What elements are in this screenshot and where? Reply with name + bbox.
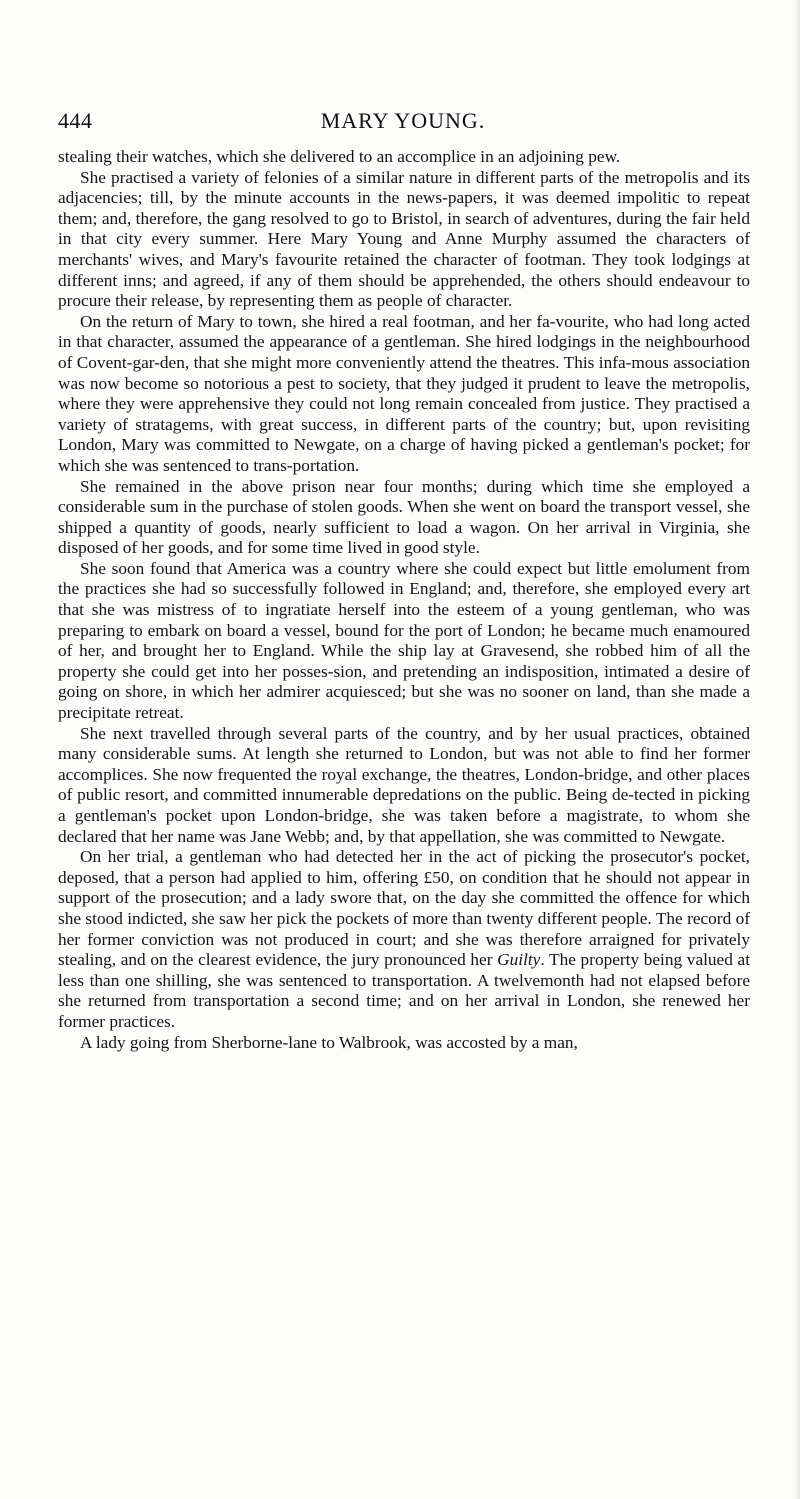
paragraph-5: She soon found that America was a country where she could expect but little emolument from the practices she had so successfully followed in England; and, therefore, she employed every art that she was mistress of to ingratiate herself into the esteem of a young gentleman, who was preparing to embark on board a vessel, bound for the port of London; he became much enamoured of her, and brought her to England. While the ship lay at Gravesend, she robbed him of all the property she could get into her posses-sion, and pretending an indisposition, intimated a desire of going on shore, in which her admirer acquiesced; but she was no sooner on land, than she made a precipitate retreat. <box>58 558 750 723</box>
body-text <box>58 147 750 1053</box>
page-header <box>58 108 748 138</box>
paragraph-6: She next travelled through several parts of the country, and by her usual practices, obtained many considerable sums. At length she returned to London, but was not able to find her former accomplices. She now frequented the royal exchange, the theatres, London-bridge, and other places of public resort, and committed innumerable depredations on the public. Being de-tected in picking a gentleman's pocket upon London-bridge, she was taken before a magistrate, to whom she declared that her name was Jane Webb; and, by that appellation, she was committed to Newgate. <box>58 723 750 846</box>
page-number: 444 <box>58 108 93 133</box>
paragraph-2: She practised a variety of felonies of a similar nature in different parts of the metropolis and its adjacencies; till, by the minute accounts in the news-papers, it was deemed impolitic to repeat them; and, therefore, the gang resolved to go to Bristol, in search of adventures, during the fair held in that city every summer. Here Mary Young and Anne Murphy assumed the characters of merchants' wives, and Mary's favourite retained the character of footman. They took lodgings at different inns; and agreed, if any of them should be apprehended, the others should endeavour to procure their release, by representing them as people of character. <box>58 167 750 311</box>
verdict-italic: Guilty <box>497 950 541 970</box>
paragraph-1: stealing their watches, which she delivered to an accomplice in an adjoining pew. <box>58 147 621 166</box>
paragraph-7-text-b: . The property being valued at less than one shilling, she was sentenced to transportation. A twelvemonth had not elapsed before she returned from transportation a second time; and on her arrival in London, she renewed her former practices. <box>58 950 751 1031</box>
running-title: MARY YOUNG. <box>320 108 486 133</box>
paragraph-4: She remained in the above prison near four months; during which time she employed a considerable sum in the purchase of stolen goods. When she went on board the transport vessel, she shipped a quantity of goods, nearly sufficient to load a wagon. On her arrival in Virginia, she disposed of her goods, and for some time lived in good style. <box>58 476 750 558</box>
paragraph-3: On the return of Mary to town, she hired a real footman, and her fa-vourite, who had long acted in that character, assumed the appearance of a gentleman. She hired lodgings in the neighbourhood of Covent-gar-den, that she might more conveniently attend the theatres. This infa-mous association was now become so notorious a pest to society, that they judged it prudent to leave the metropolis, where they were apprehensive they could not long remain concealed from justice. They practised a variety of stratagems, with great success, in different parts of the country; but, upon revisiting London, Mary was committed to Newgate, on a charge of having picked a gentleman's pocket; for which she was sentenced to trans-portation. <box>58 311 750 475</box>
paragraph-8: A lady going from Sherborne-lane to Walbrook, was accosted by a man, <box>80 1032 578 1052</box>
paragraph-7-text-a: On her trial, a gentleman who had detected her in the act of picking the prosecutor's pocket, deposed, that a person had applied to him, offering £50, on condition that he should not appear in support of the prosecution; and a lady swore that, on the day she committed the offence for which she stood indicted, she saw her pick the pockets of more than twenty different people. The record of her former conviction was not produced in court; and she was therefore arraigned for privately stealing, and on the clearest evidence, the jury pronounced her <box>58 847 750 970</box>
paragraph-7 <box>58 847 750 1032</box>
page-edge-shadow <box>794 0 800 1499</box>
